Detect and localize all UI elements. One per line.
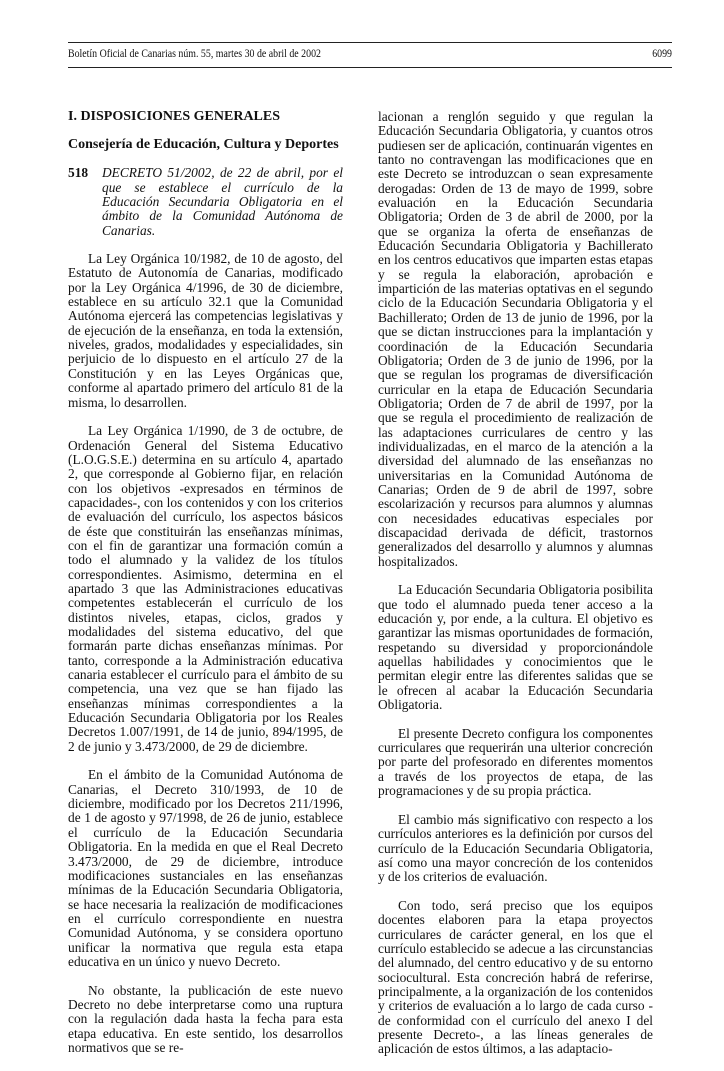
paragraph-continued: lacionan a renglón seguido y que regulan la Educación Secundaria Obligatoria, y cuantos otros pudiesen ser de aplicación, continuarán vigentes en tanto no contravengan las modificaciones que en este Decreto se introduzcan o sean expresamente derogadas: Orden de 13 de mayo de 1999, sobre evaluación en la Educación Secundaria Obligatoria; Orden de 3 de abril de 2000, por la que se organiza la oferta de enseñanzas de Educación Secundaria Obligatoria y Bachillerato en los centros educativos que imparten estas etapas y se regula la elaboración, aprobación e impartición de las materias optativas en el segundo ciclo de la Educación Secundaria Obligatoria y el Bachillerato; Orden de 13 de junio de 1996, por la que se dictan instrucciones para la implantación y coordinación de la Educación Secundaria Obligatoria; Orden de 3 de junio de 1996, por la que se regulan los programas de diversificación curricular en la etapa de Educación Secundaria Obligatoria; Orden de 7 de abril de 1997, por la que se regula el procedimiento de realización de las adaptaciones curriculares de centro y las individualizadas, en el marco de la atención a la diversidad del alumnado de las enseñanzas no universitarias en la Comunidad Autónoma de Canarias; Orden de 9 de abril de 1997, sobre escolarización y recursos para alumnos y alumnas con necesidades educativas especiales por discapacidad derivada de déficit, trastornos generalizados del desarrollo y alumnos y alumnas hospitalizados.: [378, 109, 653, 569]
page-number: 6099: [652, 48, 672, 60]
left-column: [68, 106, 343, 1070]
paragraph: No obstante, la publicación de este nuevo Decreto no debe interpretarse como una ruptura con la regulación dada hasta la fecha para esta etapa educativa. En este sentido, los desarrollos normativos que se re-: [68, 982, 343, 1055]
paragraph: La Ley Orgánica 10/1982, de 10 de agosto, del Estatuto de Autonomía de Canarias, modificado por la Ley Orgánica 4/1996, de 30 de diciembre, establece en su artículo 32.1 que la Comunidad Autónoma ejercerá las competencias legislativas y de ejecución de la enseñanza, en toda la extensión, niveles, grados, modalidades y especialidades, sin perjuicio de lo dispuesto en el artículo 27 de la Constitución y en las Leyes Orgánicas que, conforme al apartado primero del artículo 81 de la misma, lo desarrollen.: [68, 251, 343, 410]
publication-title: Boletín Oficial de Canarias núm. 55, martes 30 de abril de 2002: [68, 48, 321, 60]
section-title: I. DISPOSICIONES GENERALES: [68, 109, 281, 124]
decree-title: DECRETO 51/2002, de 22 de abril, por el que se establece el currículo de la Educación Secundaria Obligatoria en el ámbito de la Comunidad Autónoma de Canarias.: [102, 165, 343, 238]
paragraph: El cambio más significativo con respecto a los currículos anteriores es la definición por cursos del currículo de la Educación Secundaria Obligatoria, así como una mayor concreción de los contenidos y de los criterios de evaluación.: [378, 811, 653, 885]
paragraph: La Ley Orgánica 1/1990, de 3 de octubre, de Ordenación General del Sistema Educativo (L.O.G.S.E.) determina en su artículo 4, apartado 2, que corresponde al Gobierno fijar, en relación con los objetivos -expresados en términos de capacidades-, con los contenidos y con los criterios de evaluación del currículo, los aspectos básicos de éste que constituirán las enseñanzas mínimas, con el fin de garantizar una formación común a todo el alumnado y la validez de los títulos correspondientes. Asimismo, determina en el apartado 3 que las Administraciones educativas competentes establecerán el currículo de los distintos niveles, etapas, ciclos, grados y modalidades del sistema educativo, del que formarán parte dichas enseñanzas mínimas. Por tanto, corresponde a la Administración educativa canaria establecer el currículo para el ámbito de su competencia, una vez que se han fijado las enseñanzas mínimas correspondientes a la Educación Secundaria Obligatoria por los Reales Decretos 1.007/1991, de 14 de junio, 894/1995, de 2 de junio y 3.473/2000, de 29 de diciembre.: [68, 423, 343, 754]
paragraph: La Educación Secundaria Obligatoria posibilita que todo el alumnado pueda tener acceso a la educación y, por ende, a la cultura. El objetivo es garantizar las mismas oportunidades de formación, respetando su diversidad y proporcionándole aquellas habilidades y conocimientos que le permitan elegir entre las diferentes salidas que se le ofrecen al acabar la Educación Secundaria Obligatoria.: [378, 582, 653, 713]
paragraph: En el ámbito de la Comunidad Autónoma de Canarias, el Decreto 310/1993, de 10 de diciembre, modificado por los Decretos 211/1996, de 1 de agosto y 97/1998, de 26 de junio, establece el currículo de la Educación Secundaria Obligatoria. En la medida en que el Real Decreto 3.473/2000, de 29 de diciembre, introduce modificaciones sustanciales en las enseñanzas mínimas de la Educación Secundaria Obligatoria, se hace necesaria la realización de modificaciones en el currículo correspondiente en nuestra Comunidad Autónoma, y se considera oportuno unificar la normativa que regula esta etapa educativa en un único y nuevo Decreto.: [68, 767, 343, 969]
decree-heading: [68, 166, 343, 238]
right-column: [378, 110, 653, 1071]
department-heading: Consejería de Educación, Cultura y Deportes: [68, 137, 339, 153]
page-header: [68, 42, 672, 68]
paragraph: El presente Decreto configura los componentes curriculares que requerirán una ulterior concreción por parte del profesorado en diferentes momentos a través de los proyectos de etapa, de las programaciones y de su propia práctica.: [378, 725, 653, 799]
decree-number: 518: [68, 165, 89, 181]
paragraph: Con todo, será preciso que los equipos docentes elaboren para la etapa proyectos curriculares de carácter general, en los que el currículo establecido se adecue a las circunstancias del alumnado, del centro educativo y de su entorno sociocultural. Esta concreción habrá de referirse, principalmente, a la organización de los contenidos y criterios de evaluación a lo largo de cada curso -de conformidad con el currículo del anexo I del presente Decreto-, a las líneas generales de aplicación de estos últimos, a las adaptacio-: [378, 897, 653, 1057]
